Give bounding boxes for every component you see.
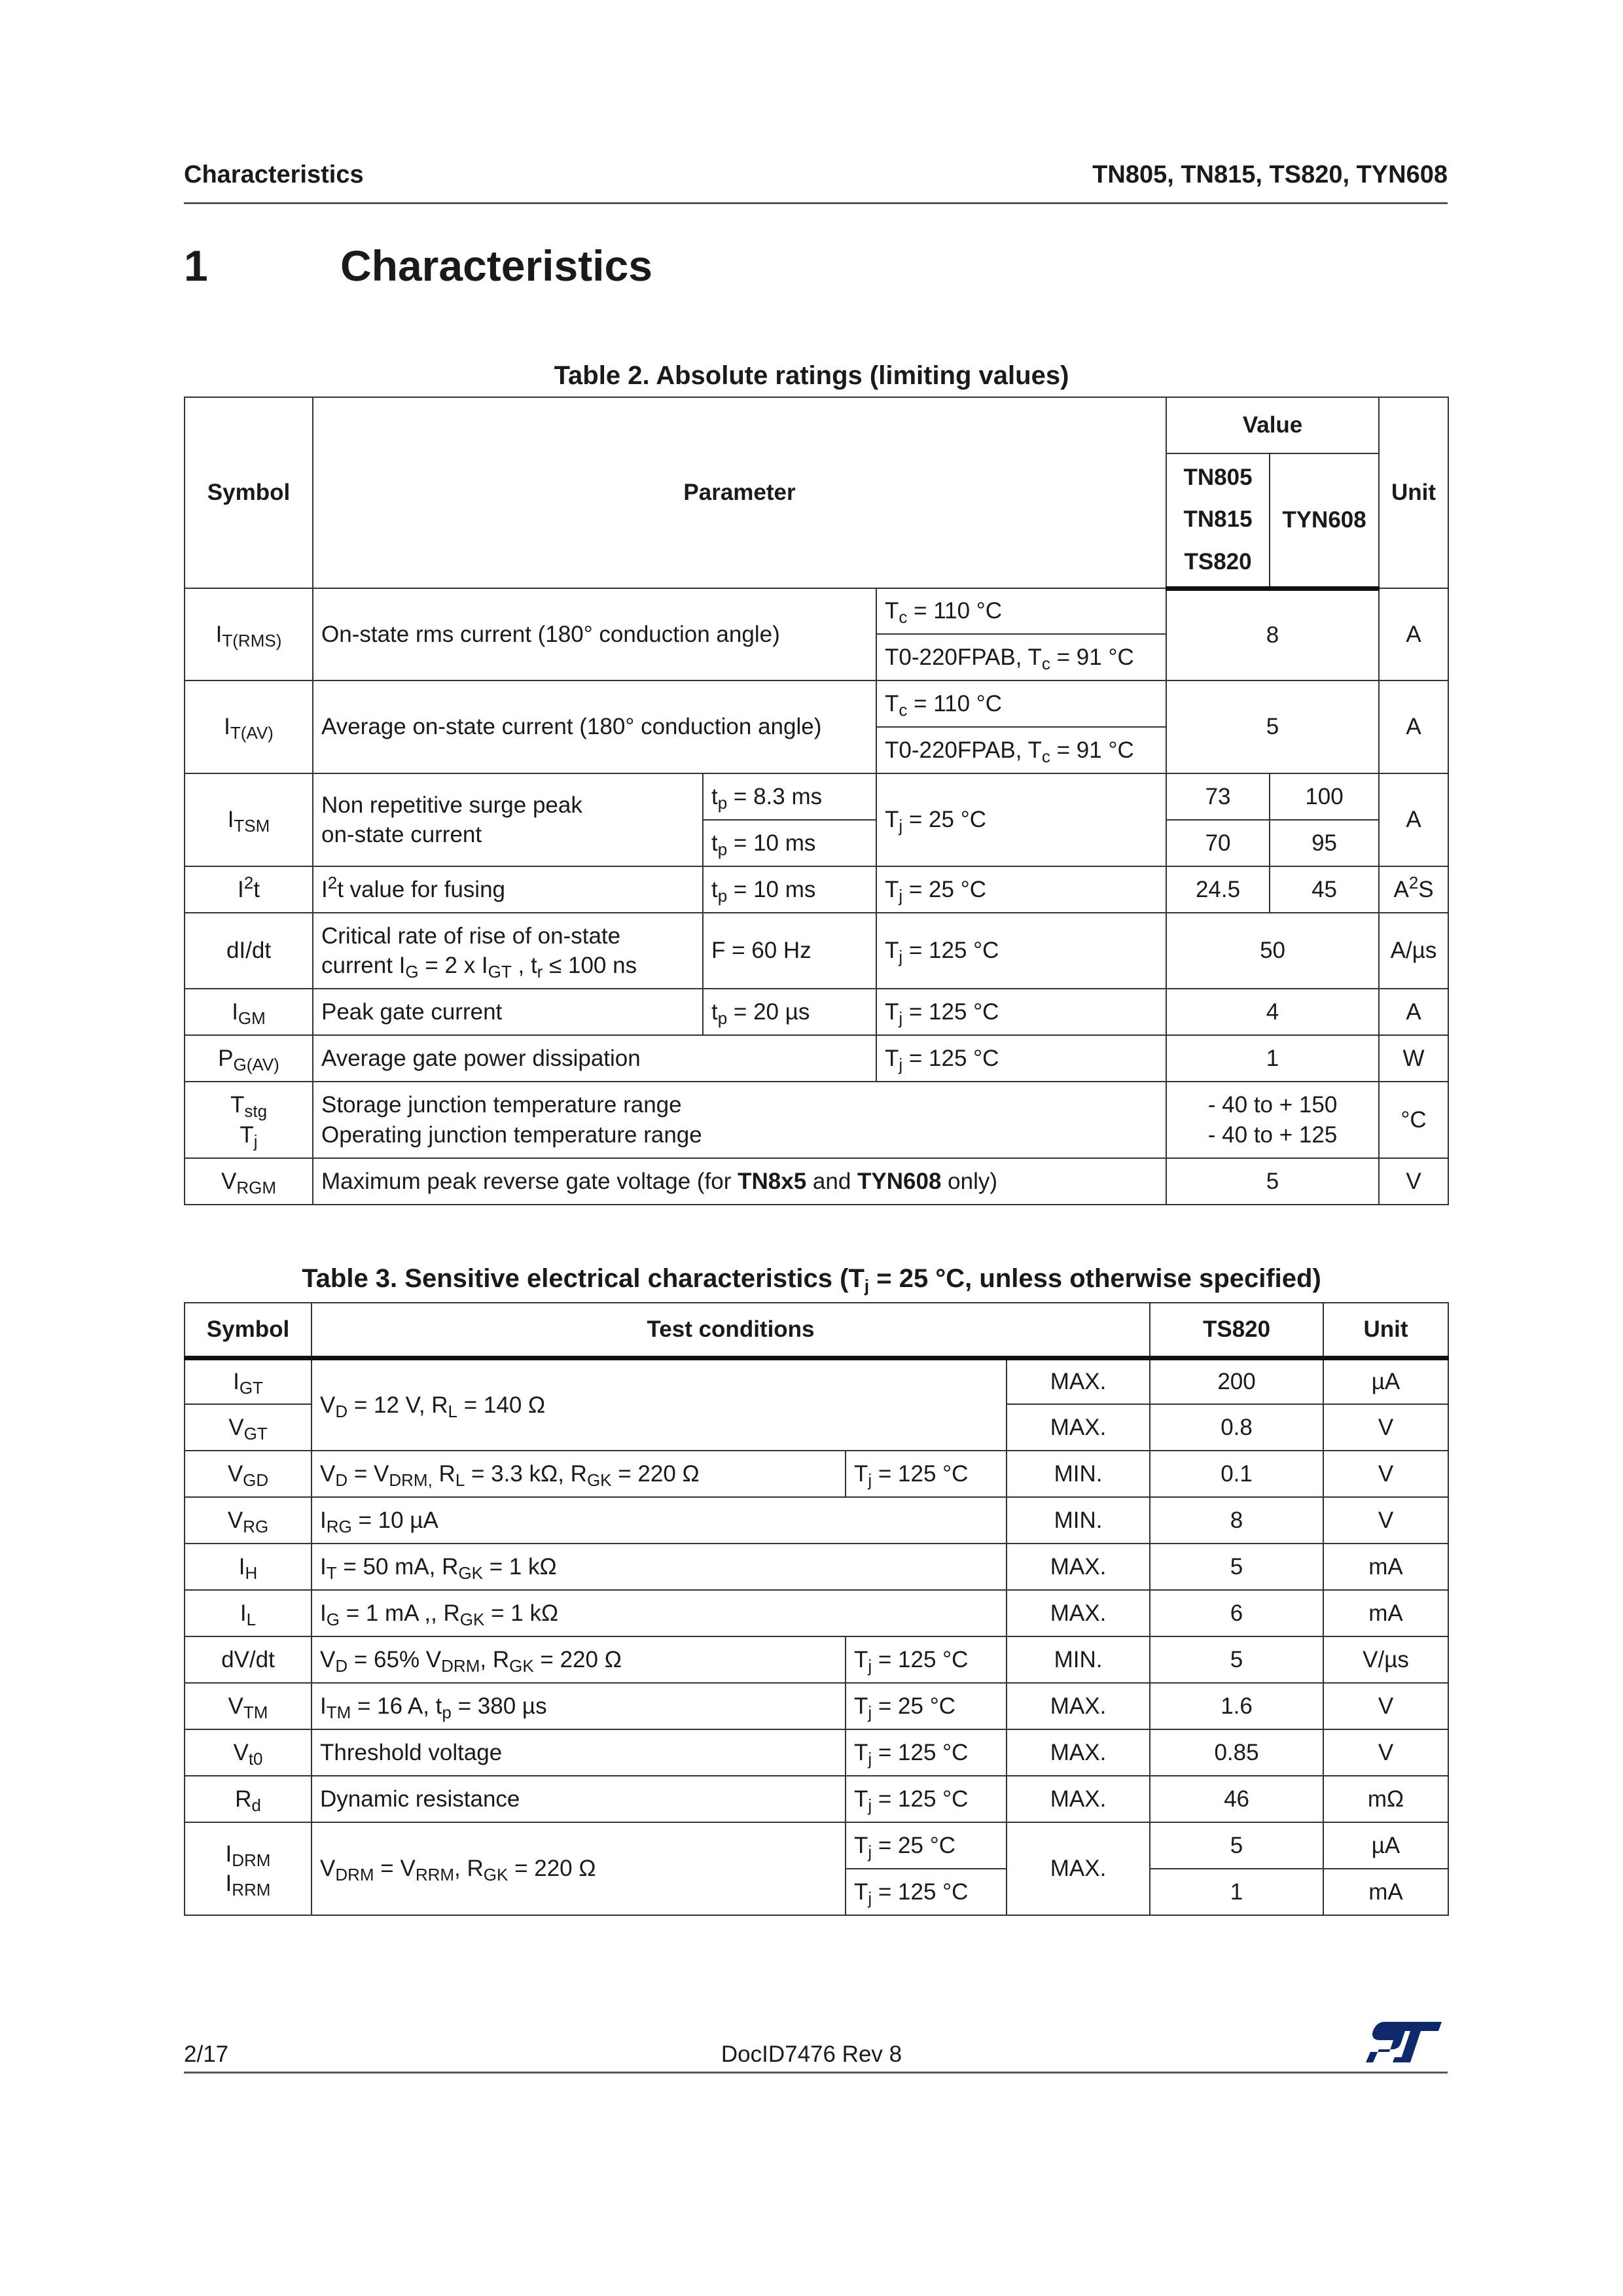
t3-idrm-symbol: $I_{DRM}$ $I_{RRM}$ [185, 1822, 312, 1915]
t2-header-group1: TN805 TN815 TS820 [1166, 453, 1270, 588]
t2-itrms-unit: A [1379, 588, 1448, 680]
t2-igm-symbol: $I_{GM}$ [185, 989, 313, 1035]
t3-ih-unit: mA [1323, 1544, 1448, 1590]
t2-itrms-value: 8 [1166, 588, 1379, 680]
t3-vgd-conditions: $V_D = V_{DRM,}$ $R_L = 3.3$ kΩ, $R_{GK} = 220$ Ω [312, 1451, 846, 1497]
t3-idrm-conditions: $V_{DRM} = V_{RRM}$, $R_{GK} = 220$ Ω [312, 1822, 846, 1915]
t3-dvdt-unit: V/µs [1323, 1636, 1448, 1683]
t2-pgav-tj: $T_j = 125$ °C [876, 1035, 1166, 1082]
t2-i2t-symbol: $I^2t$ [185, 866, 313, 913]
t2-header-unit: Unit [1379, 397, 1448, 588]
t3-vrg-unit: V [1323, 1497, 1448, 1544]
t3-vgd-value: 0.1 [1150, 1451, 1323, 1497]
t3-ih-symbol: $I_H$ [185, 1544, 312, 1590]
t2-itrms-cond2: T0-220FPAB, $T_c = 91$ °C [876, 634, 1166, 680]
t3-idrm-unit1: µA [1323, 1822, 1448, 1869]
t2-i2t-va: 24.5 [1166, 866, 1270, 913]
t2-itsm-tp1: $t_p = 8.3$ ms [703, 773, 876, 820]
t2-itrms-cond1: $T_c = 110$ °C [876, 588, 1166, 634]
st-logo-icon [1364, 2019, 1443, 2065]
t2-didt-tj: $T_j = 125$ °C [876, 913, 1166, 989]
t2-header-symbol: Symbol [185, 397, 313, 588]
t2-itav-cond1: $T_c = 110$ °C [876, 680, 1166, 727]
t3-header-symbol: Symbol [185, 1303, 312, 1358]
t3-vt0-limit: MAX. [1007, 1729, 1150, 1776]
t3-igt-unit: µA [1323, 1358, 1448, 1404]
t3-rd-value: 46 [1150, 1776, 1323, 1822]
t2-igm-tp: $t_p = 20$ µs [703, 989, 876, 1035]
t3-rd-tj: $T_j = 125$ °C [846, 1776, 1007, 1822]
t2-didt-parameter: Critical rate of rise of on-state current $I_G = 2$ x $I_{GT}$ , $t_r \le 100$ ns [313, 913, 703, 989]
t3-vtm-limit: MAX. [1007, 1683, 1150, 1729]
t2-itsm-tp2: $t_p = 10$ ms [703, 820, 876, 866]
t2-header-value: Value [1166, 397, 1379, 453]
header-rule [184, 202, 1448, 204]
t3-vrg-value: 8 [1150, 1497, 1323, 1544]
t2-igm-value: 4 [1166, 989, 1379, 1035]
t3-vtm-tj: $T_j = 25$ °C [846, 1683, 1007, 1729]
t3-dvdt-value: 5 [1150, 1636, 1323, 1683]
t2-didt-freq: F = 60 Hz [703, 913, 876, 989]
t2-itav-parameter: Average on-state current (180° conduction angle) [313, 680, 876, 773]
footer-doc-id: DocID7476 Rev 8 [721, 2041, 902, 2067]
t2-header-parameter: Parameter [313, 397, 1166, 588]
t3-rd-unit: mΩ [1323, 1776, 1448, 1822]
t3-igt-limit: MAX. [1007, 1358, 1150, 1404]
t3-il-symbol: $I_L$ [185, 1590, 312, 1636]
t3-dvdt-conditions: $V_D = 65\%$ $V_{DRM}$, $R_{GK} = 220$ Ω [312, 1636, 846, 1683]
t2-i2t-tj: $T_j = 25$ °C [876, 866, 1166, 913]
t3-il-limit: MAX. [1007, 1590, 1150, 1636]
t2-igm-parameter: Peak gate current [313, 989, 703, 1035]
t3-idrm-tj2: $T_j = 125$ °C [846, 1869, 1007, 1915]
t2-pgav-value: 1 [1166, 1035, 1379, 1082]
t3-il-value: 6 [1150, 1590, 1323, 1636]
t3-vgt-symbol: $V_{GT}$ [185, 1404, 312, 1451]
t3-vtm-unit: V [1323, 1683, 1448, 1729]
t3-idrm-unit2: mA [1323, 1869, 1448, 1915]
table2-caption: Table 2. Absolute ratings (limiting values) [554, 361, 1069, 390]
t2-pgav-unit: W [1379, 1035, 1448, 1082]
t2-itrms-symbol: $I_{T(RMS)}$ [185, 588, 313, 680]
t3-header-unit: Unit [1323, 1303, 1448, 1358]
t2-itsm-symbol: $I_{TSM}$ [185, 773, 313, 866]
section-title: Characteristics [340, 241, 652, 290]
t2-pgav-parameter: Average gate power dissipation [313, 1035, 876, 1082]
t2-i2t-parameter: $I^2t$ value for fusing [313, 866, 703, 913]
t2-tstg-symbol: $T_{stg}$ $T_j$ [185, 1082, 313, 1158]
t3-header-test-conditions: Test conditions [312, 1303, 1150, 1358]
t3-vgt-value: 0.8 [1150, 1404, 1323, 1451]
t3-vt0-tj: $T_j = 125$ °C [846, 1729, 1007, 1776]
t3-vtm-value: 1.6 [1150, 1683, 1323, 1729]
t2-itav-symbol: $I_{T(AV)}$ [185, 680, 313, 773]
t3-rd-symbol: $R_d$ [185, 1776, 312, 1822]
t2-pgav-symbol: $P_{G(AV)}$ [185, 1035, 313, 1082]
t2-igm-unit: A [1379, 989, 1448, 1035]
t3-vtm-symbol: $V_{TM}$ [185, 1683, 312, 1729]
t3-vrg-symbol: $V_{RG}$ [185, 1497, 312, 1544]
section-number: 1 [184, 241, 208, 290]
t3-rd-conditions: Dynamic resistance [312, 1776, 846, 1822]
t3-rd-limit: MAX. [1007, 1776, 1150, 1822]
t3-il-conditions: $I_G = 1$ mA ,, $R_{GK} = 1$ kΩ [312, 1590, 1007, 1636]
t2-tstg-values: - 40 to + 150 - 40 to + 125 [1166, 1082, 1379, 1158]
header-section-title: Characteristics [184, 161, 364, 188]
t2-itav-value: 5 [1166, 680, 1379, 773]
t2-tstg-unit: °C [1379, 1082, 1448, 1158]
t2-i2t-vb: 45 [1270, 866, 1379, 913]
t2-itav-cond2: T0-220FPAB, $T_c = 91$ °C [876, 727, 1166, 773]
t3-vt0-symbol: $V_{t0}$ [185, 1729, 312, 1776]
t2-didt-value: 50 [1166, 913, 1379, 989]
footer-page-number: 2/17 [184, 2041, 229, 2067]
t2-itsm-tj: $T_j = 25$ °C [876, 773, 1166, 866]
t3-igt-value: 200 [1150, 1358, 1323, 1404]
t2-vrgm-parameter: Maximum peak reverse gate voltage (for TN8x5 and TYN608 only) [313, 1158, 1166, 1205]
t2-vrgm-unit: V [1379, 1158, 1448, 1205]
footer-rule [184, 2072, 1448, 2074]
t3-vrg-conditions: $I_{RG} = 10$ µA [312, 1497, 1007, 1544]
absolute-ratings-table [184, 397, 1449, 1205]
t2-itsm-unit: A [1379, 773, 1448, 866]
t3-il-unit: mA [1323, 1590, 1448, 1636]
t3-idrm-tj1: $T_j = 25$ °C [846, 1822, 1007, 1869]
t3-igt-symbol: $I_{GT}$ [185, 1358, 312, 1404]
t3-ih-limit: MAX. [1007, 1544, 1150, 1590]
t3-idrm-value1: 5 [1150, 1822, 1323, 1869]
t2-header-group2: TYN608 [1270, 453, 1379, 588]
t2-i2t-unit: $A^2S$ [1379, 866, 1448, 913]
t3-dvdt-symbol: dV/dt [185, 1636, 312, 1683]
header-products: TN805, TN815, TS820, TYN608 [1092, 161, 1448, 188]
t2-didt-symbol: dI/dt [185, 913, 313, 989]
t2-tstg-parameter: Storage junction temperature range Operating junction temperature range [313, 1082, 1166, 1158]
t3-dvdt-tj: $T_j = 125$ °C [846, 1636, 1007, 1683]
t3-vt0-unit: V [1323, 1729, 1448, 1776]
t3-ih-conditions: $I_T = 50$ mA, $R_{GK} = 1$ kΩ [312, 1544, 1007, 1590]
t3-vt0-value: 0.85 [1150, 1729, 1323, 1776]
t3-vgt-unit: V [1323, 1404, 1448, 1451]
t3-vgd-unit: V [1323, 1451, 1448, 1497]
t3-header-part: TS820 [1150, 1303, 1323, 1358]
t2-didt-unit: A/µs [1379, 913, 1448, 989]
t3-vgt-limit: MAX. [1007, 1404, 1150, 1451]
t3-dvdt-limit: MIN. [1007, 1636, 1150, 1683]
table3-caption: Table 3. Sensitive electrical characteristics ($T_j = 25$ °C, unless otherwise specified) [302, 1264, 1321, 1296]
t3-vgd-tj: $T_j = 125$ °C [846, 1451, 1007, 1497]
t2-vrgm-value: 5 [1166, 1158, 1379, 1205]
t2-vrgm-symbol: $V_{RGM}$ [185, 1158, 313, 1205]
t2-itsm-v1a: 73 [1166, 773, 1270, 820]
t2-itsm-v2b: 95 [1270, 820, 1379, 866]
t2-itrms-parameter: On-state rms current (180° conduction angle) [313, 588, 876, 680]
t2-igm-tj: $T_j = 125$ °C [876, 989, 1166, 1035]
t2-itsm-parameter: Non repetitive surge peak on-state current [313, 773, 703, 866]
t2-itsm-v1b: 100 [1270, 773, 1379, 820]
t3-vgd-limit: MIN. [1007, 1451, 1150, 1497]
t3-idrm-limit: MAX. [1007, 1822, 1150, 1915]
t3-vrg-limit: MIN. [1007, 1497, 1150, 1544]
t3-igt-conditions: $V_D = 12$ V, $R_L = 140$ Ω [312, 1358, 1007, 1451]
t3-vtm-conditions: $I_{TM} = 16$ A, $t_p = 380$ µs [312, 1683, 846, 1729]
t3-vt0-conditions: Threshold voltage [312, 1729, 846, 1776]
electrical-characteristics-table [184, 1302, 1449, 1916]
t3-ih-value: 5 [1150, 1544, 1323, 1590]
t2-i2t-tp: $t_p = 10$ ms [703, 866, 876, 913]
t3-vgd-symbol: $V_{GD}$ [185, 1451, 312, 1497]
t2-itsm-v2a: 70 [1166, 820, 1270, 866]
t3-idrm-value2: 1 [1150, 1869, 1323, 1915]
t2-itav-unit: A [1379, 680, 1448, 773]
